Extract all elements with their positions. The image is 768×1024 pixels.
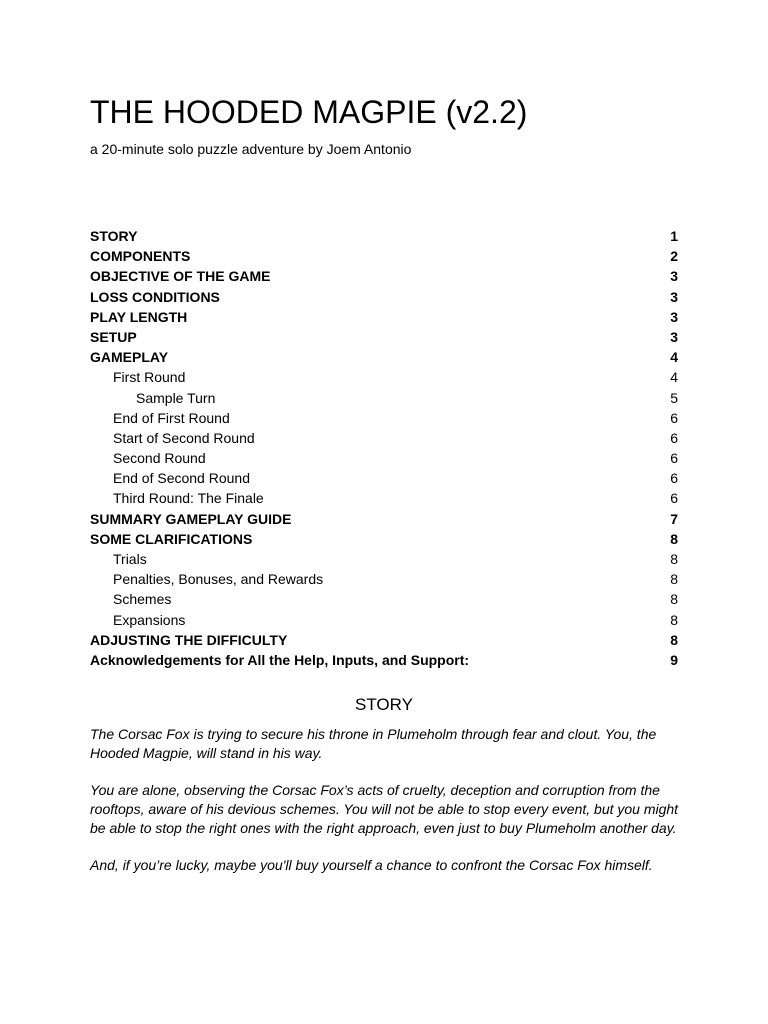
toc-entry[interactable] [90,650,678,670]
toc-entry[interactable] [90,610,678,630]
toc-entry-page-number: 6 [670,450,678,467]
toc-entry-page-number: 8 [670,611,678,628]
toc-entry-page-number: 3 [670,308,678,325]
toc-entry[interactable] [90,468,678,488]
toc-entry[interactable] [90,367,678,387]
toc-entry[interactable] [90,529,678,549]
toc-entry-page-number: 4 [670,349,678,366]
toc-entry[interactable] [90,549,678,569]
toc-entry-page-number: 8 [670,591,678,608]
toc-entry-page-number: 7 [670,510,678,527]
toc-entry[interactable] [90,226,678,246]
toc-entry-label: Schemes [113,591,172,608]
toc-entry-page-number: 6 [670,470,678,487]
toc-entry-page-number: 8 [670,530,678,547]
toc-entry-label: Expansions [113,611,186,628]
toc-entry-page-number: 8 [670,631,678,648]
toc-entry-label: End of Second Round [113,470,250,487]
toc-entry-label: Second Round [113,450,206,467]
toc-entry[interactable] [90,408,678,428]
toc-entry-label: Penalties, Bonuses, and Rewards [113,571,324,588]
section-heading-story: STORY [355,695,413,714]
toc-entry[interactable] [90,589,678,609]
story-section [90,725,680,893]
toc-entry-page-number: 5 [670,389,678,406]
toc-entry-label: Sample Turn [136,389,216,406]
toc-entry-page-number: 3 [670,268,678,285]
toc-entry-page-number: 4 [670,369,678,386]
toc-entry[interactable] [90,266,678,286]
toc-entry-label: Start of Second Round [113,429,255,446]
toc-entry-label: Trials [113,551,147,567]
toc-entry-label: SUMMARY GAMEPLAY GUIDE [90,510,292,527]
toc-entry-page-number: 1 [670,228,678,244]
story-paragraph: You are alone, observing the Corsac Fox’s acts of cruelty, deception and corruption from the rooftops, aware of his devious schemes. You will not be able to stop every event, but you might be able to stop the right ones with the right approach, even just to buy Plumeholm another day. [90,782,679,836]
document-subtitle: a 20-minute solo puzzle adventure by Joem Antonio [90,141,412,157]
story-paragraph: And, if you’re lucky, maybe you'll buy yourself a chance to confront the Corsac Fox himself. [90,857,653,873]
toc-entry[interactable] [90,448,678,468]
toc-entry[interactable] [90,246,678,266]
toc-entry-label: Acknowledgements for All the Help, Inputs, and Support: [90,651,470,668]
toc-entry-label: OBJECTIVE OF THE GAME [90,268,271,285]
toc-entry-label: SOME CLARIFICATIONS [90,530,253,547]
toc-entry[interactable] [90,488,678,508]
toc-entry-page-number: 3 [670,288,678,305]
toc-entry-label: PLAY LENGTH [90,308,188,325]
toc-entry[interactable] [90,630,678,650]
toc-entry[interactable] [90,509,678,529]
toc-entry-label: ADJUSTING THE DIFFICULTY [90,631,288,648]
table-of-contents [90,226,678,670]
toc-entry-page-number: 8 [670,571,678,588]
toc-entry[interactable] [90,347,678,367]
toc-entry-label: Third Round: The Finale [113,490,264,507]
toc-entry-label: SETUP [90,328,137,345]
toc-entry-label: COMPONENTS [90,248,191,265]
toc-entry-page-number: 3 [670,328,678,345]
toc-entry-page-number: 2 [670,248,678,265]
toc-entry[interactable] [90,569,678,589]
toc-entry-page-number: 9 [670,651,678,668]
toc-entry[interactable] [90,327,678,347]
toc-entry-page-number: 8 [670,551,678,567]
toc-entry-label: STORY [90,228,138,244]
toc-entry-label: First Round [113,369,186,386]
toc-entry-label: End of First Round [113,409,230,426]
toc-entry-page-number: 6 [670,409,678,426]
document-title: THE HOODED MAGPIE (v2.2) [90,94,528,130]
toc-entry[interactable] [90,428,678,448]
toc-entry-page-number: 6 [670,429,678,446]
toc-entry-label: LOSS CONDITIONS [90,288,220,305]
story-paragraph: The Corsac Fox is trying to secure his throne in Plumeholm through fear and clout. You, the Hooded Magpie, will stand in his way. [90,726,657,761]
toc-entry-label: GAMEPLAY [90,349,169,366]
toc-entry[interactable] [90,307,678,327]
toc-entry[interactable] [90,388,678,408]
toc-entry[interactable] [90,287,678,307]
toc-entry-page-number: 6 [670,490,678,507]
